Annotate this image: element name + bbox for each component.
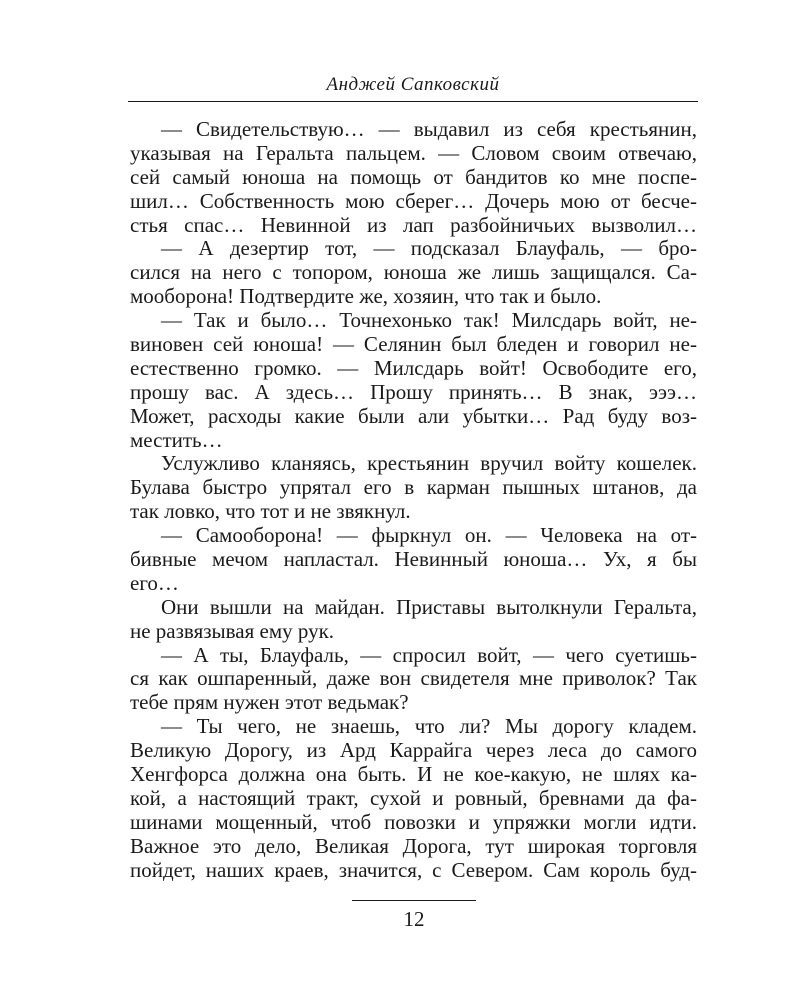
text-line-25: тебе прям нужен этот ведьмак? xyxy=(130,690,409,715)
header-divider xyxy=(128,101,698,102)
text-line-9: — Так и было… Точнехонько так! Милсдарь войт, не- xyxy=(161,308,697,333)
text-line-11: естественно громко. — Милсдарь войт! Освободите его, xyxy=(130,355,697,380)
text-line-22: не развязывая ему рук. xyxy=(130,618,335,643)
text-line-30: шинами мощенный, чтоб повозки и упряжки могли идти. xyxy=(130,809,697,834)
text-line-8: мооборона! Подтвердите же, хозяин, что так и было. xyxy=(130,284,602,309)
text-line-24: ся как ошпаренный, даже вон свидетеля мне приволок? Так xyxy=(130,666,697,691)
text-line-17: так ловко, что тот и не звякнул. xyxy=(130,499,411,524)
text-line-12: прошу вас. А здесь… Прошу принять… В знак, эээ… xyxy=(130,379,697,404)
text-line-14: местить… xyxy=(130,427,223,452)
text-line-21: Они вышли на майдан. Приставы вытолкнули Геральта, xyxy=(161,594,697,619)
text-line-4: шил… Собственность мою сберег… Дочерь мою от бесче- xyxy=(130,188,697,213)
text-line-19: бивные мечом напластал. Невинный юноша… Ух, я бы xyxy=(130,547,697,572)
text-line-20: его… xyxy=(130,570,179,595)
text-line-7: сился на него с топором, юноша же лишь защищался. Са- xyxy=(130,260,697,285)
page-number: 12 xyxy=(403,907,425,931)
text-line-31: Важное это дело, Великая Дорога, тут широкая торговля xyxy=(130,833,697,858)
text-line-32: пойдет, наших краев, значится, с Севером. Сам король буд- xyxy=(130,857,697,882)
text-line-16: Булава быстро упрятал его в карман пышных штанов, да xyxy=(130,475,697,500)
text-line-5: стья спас… Невинной из лап разбойничьих вызволил… xyxy=(130,212,697,237)
text-line-1: — Свидетельствую… — выдавил из себя крестьянин, xyxy=(161,117,697,141)
text-line-10: виновен сей юноша! — Селянин был бледен и говорил не- xyxy=(130,332,697,357)
footer-divider xyxy=(352,900,476,901)
page-body xyxy=(130,118,697,883)
text-line-6: — А дезертир тот, — подсказал Блауфаль, — бро- xyxy=(161,236,697,261)
text-line-18: — Самооборона! — фыркнул он. — Человека на от- xyxy=(161,523,697,548)
text-line-28: Хенгфорса должна она быть. И не кое-какую, не шлях ка- xyxy=(130,762,697,787)
text-line-27: Великую Дорогу, из Ард Каррайга через леса до самого xyxy=(130,738,697,763)
text-line-13: Может, расходы какие были али убытки… Рад буду воз- xyxy=(130,403,697,428)
text-line-15: Услужливо кланяясь, крестьянин вручил войту кошелек. xyxy=(161,451,697,476)
running-header-author: Анджей Сапковский xyxy=(326,74,500,95)
text-line-29: кой, а настоящий тракт, сухой и ровный, бревнами да фа- xyxy=(130,785,697,810)
text-line-23: — А ты, Блауфаль, — спросил войт, — чего суетишь- xyxy=(161,642,697,667)
text-line-2: указывая на Геральта пальцем. — Словом своим отвечаю, xyxy=(130,140,697,165)
text-line-3: сей самый юноша на помощь от бандитов ко мне поспе- xyxy=(130,164,697,189)
text-line-26: — Ты чего, не знаешь, что ли? Мы дорогу кладем. xyxy=(161,714,697,739)
